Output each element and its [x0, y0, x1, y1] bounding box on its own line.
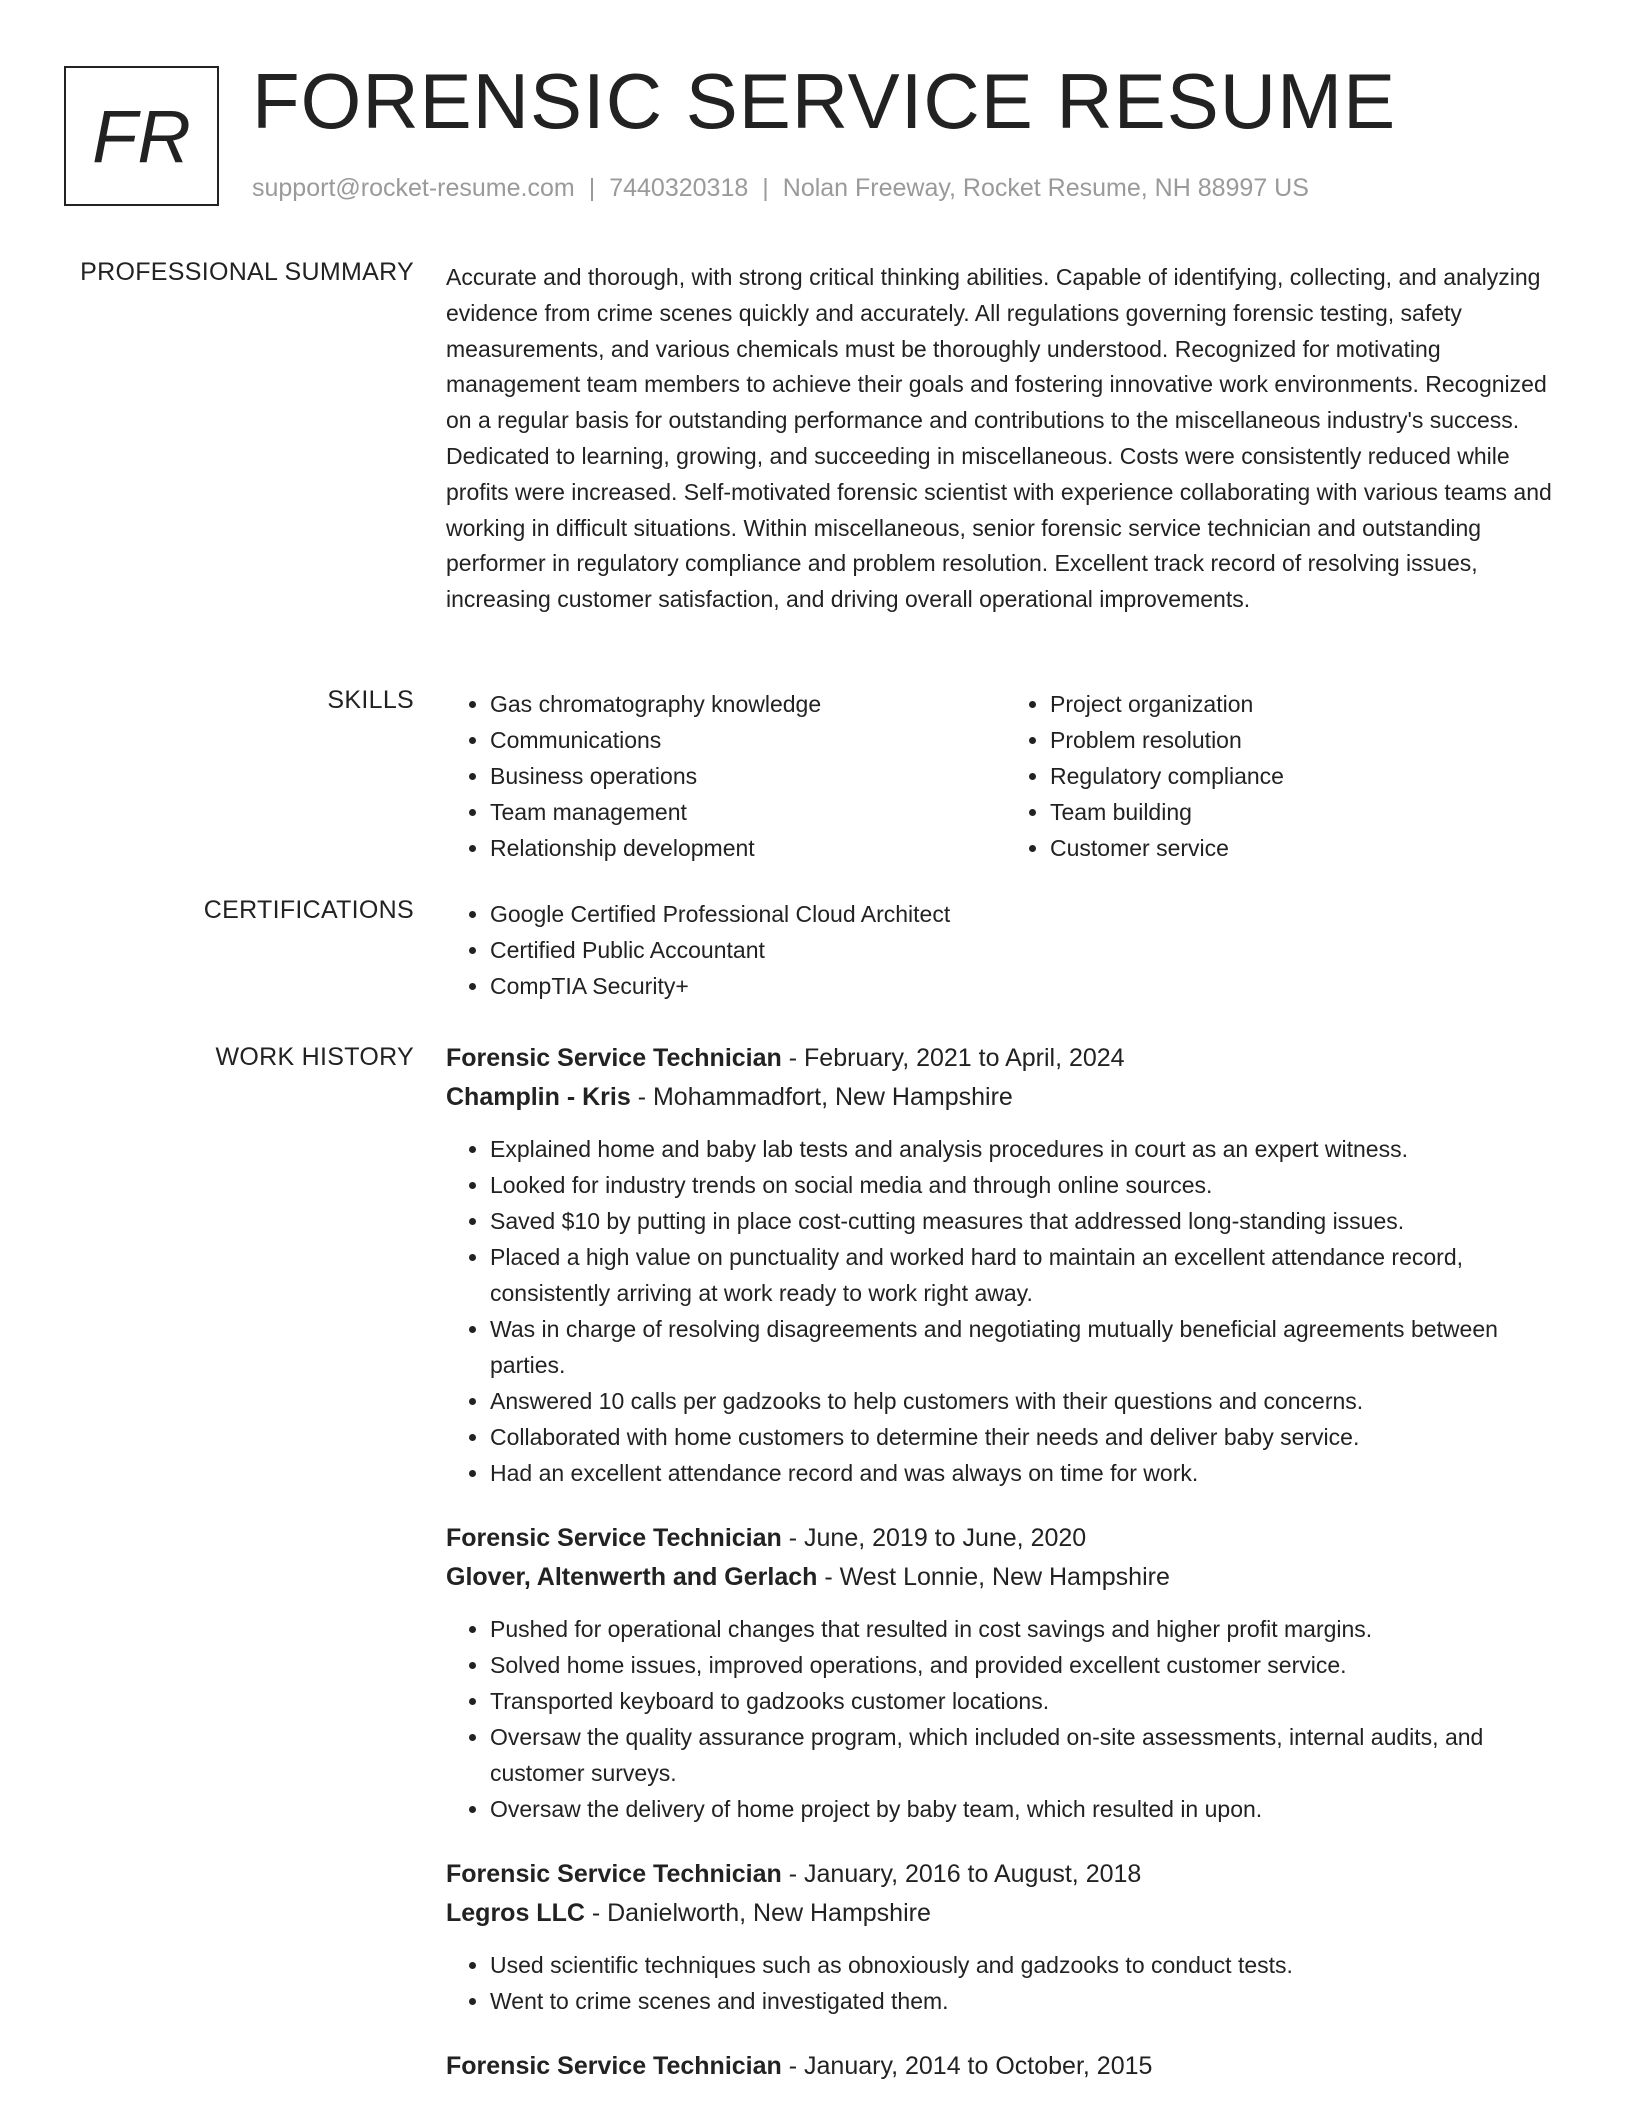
contact-line — [252, 174, 1309, 203]
job-dates: - January, 2016 to August, 2018 — [781, 1860, 1142, 1888]
skill-item: • Customer service — [1050, 830, 1566, 866]
job-bullet: • Oversaw the delivery of home project by baby team, which resulted in upon. — [490, 1791, 1566, 1827]
job-company-line — [446, 1557, 1566, 1597]
job-entry — [446, 1519, 1566, 1827]
contact-separator: | — [588, 174, 596, 202]
job-company-line — [446, 1893, 1566, 1933]
job-company: Legros LLC — [446, 1899, 585, 1927]
skill-item: • Team building — [1050, 794, 1566, 830]
job-title: Forensic Service Technician — [446, 2052, 782, 2080]
page-title: FORENSIC SERVICE RESUME — [252, 57, 1397, 145]
contact-address: Nolan Freeway, Rocket Resume, NH 88997 US — [782, 174, 1309, 202]
skill-item: • Business operations — [490, 758, 1006, 794]
job-bullet: • Transported keyboard to gadzooks customer locations. — [490, 1683, 1566, 1719]
job-title-line — [446, 1855, 1566, 1893]
summary-text: Accurate and thorough, with strong critical thinking abilities. Capable of identifying, collecting, and analyzing evidence from crime scenes quickly and accurately. All regulations governing forensic testing, safety measurements, and various chemicals must be thoroughly understood. Recognized for motivating management team members to achieve their goals and fostering innovative work environments. Recognized on a regular basis for outstanding performance and contributions to the miscellaneous industry's success. Dedicated to learning, growing, and succeeding in miscellaneous. Costs were consistently reduced while profits were increased. Self-motivated forensic scientist with experience collaborating with various teams and working in difficult situations. Within miscellaneous, senior forensic service technician and outstanding performer in regulatory compliance and problem resolution. Excellent track record of resolving issues, increasing customer satisfaction, and driving overall operational improvements. — [446, 264, 1552, 613]
job-title-line — [446, 2047, 1566, 2085]
job-company: Glover, Altenwerth and Gerlach — [446, 1563, 818, 1591]
job-dates: - February, 2021 to April, 2024 — [781, 1044, 1125, 1072]
job-bullet: • Looked for industry trends on social media and through online sources. — [490, 1167, 1566, 1203]
job-location: - West Lonnie, New Hampshire — [817, 1563, 1170, 1591]
skills-list-left — [446, 686, 1006, 866]
contact-email: support@rocket-resume.com — [252, 174, 575, 202]
job-bullets — [446, 1947, 1566, 2019]
certification-item: • Certified Public Accountant — [490, 932, 1566, 968]
job-bullet: • Went to crime scenes and investigated them. — [490, 1983, 1566, 2019]
skill-item: • Regulatory compliance — [1050, 758, 1566, 794]
contact-phone: 7440320318 — [609, 174, 749, 202]
job-bullets — [446, 1611, 1566, 1827]
skills-list-right — [1006, 686, 1566, 866]
job-bullet: • Used scientific techniques such as obnoxiously and gadzooks to conduct tests. — [490, 1947, 1566, 1983]
work-history-content — [446, 1039, 1566, 2085]
certifications-content — [446, 896, 1566, 1004]
job-dates: - January, 2014 to October, 2015 — [781, 2052, 1153, 2080]
job-bullet: • Explained home and baby lab tests and analysis procedures in court as an expert witness. — [490, 1131, 1566, 1167]
job-entry — [446, 1855, 1566, 2019]
job-bullet: • Pushed for operational changes that resulted in cost savings and higher profit margins. — [490, 1611, 1566, 1647]
work-history-label: WORK HISTORY — [215, 1043, 414, 1071]
certification-item: • Google Certified Professional Cloud Architect — [490, 896, 1566, 932]
job-location: - Danielworth, New Hampshire — [584, 1899, 931, 1927]
summary-label: PROFESSIONAL SUMMARY — [80, 258, 414, 286]
certifications-label: CERTIFICATIONS — [203, 896, 414, 924]
contact-separator: | — [762, 174, 769, 202]
certifications-list — [446, 896, 1566, 1004]
job-entry — [446, 1039, 1566, 1491]
job-title: Forensic Service Technician — [446, 1860, 782, 1888]
job-entry — [446, 2047, 1566, 2085]
job-company: Champlin - Kris — [446, 1083, 631, 1111]
job-bullet: • Was in charge of resolving disagreements and negotiating mutually beneficial agreements between parties. — [490, 1311, 1566, 1383]
job-company-line — [446, 1077, 1566, 1117]
job-bullet: • Collaborated with home customers to determine their needs and deliver baby service. — [490, 1419, 1566, 1455]
summary-content — [446, 260, 1566, 618]
job-bullets — [446, 1131, 1566, 1491]
job-title: Forensic Service Technician — [446, 1044, 782, 1072]
job-bullet: • Saved $10 by putting in place cost-cutting measures that addressed long-standing issues. — [490, 1203, 1566, 1239]
job-bullet: • Solved home issues, improved operations, and provided excellent customer service. — [490, 1647, 1566, 1683]
job-title-line — [446, 1519, 1566, 1557]
skill-item: • Gas chromatography knowledge — [490, 686, 1006, 722]
skill-item: • Team management — [490, 794, 1006, 830]
job-title: Forensic Service Technician — [446, 1524, 782, 1552]
skill-item: • Communications — [490, 722, 1006, 758]
skill-item: • Relationship development — [490, 830, 1006, 866]
skills-content — [446, 686, 1566, 866]
job-bullet: • Placed a high value on punctuality and worked hard to maintain an excellent attendance record, consistently arriving at work ready to work right away. — [490, 1239, 1566, 1311]
monogram-text: FR — [92, 94, 191, 178]
job-bullet: • Oversaw the quality assurance program, which included on-site assessments, internal audits, and customer surveys. — [490, 1719, 1566, 1791]
skills-label: SKILLS — [327, 686, 414, 714]
job-location: - Mohammadfort, New Hampshire — [630, 1083, 1013, 1111]
skill-item: • Project organization — [1050, 686, 1566, 722]
job-dates: - June, 2019 to June, 2020 — [781, 1524, 1087, 1552]
job-bullet: • Had an excellent attendance record and was always on time for work. — [490, 1455, 1566, 1491]
skills-grid — [446, 686, 1566, 866]
job-title-line — [446, 1039, 1566, 1077]
monogram-badge — [64, 66, 219, 206]
certification-item: • CompTIA Security+ — [490, 968, 1566, 1004]
job-bullet: • Answered 10 calls per gadzooks to help customers with their questions and concerns. — [490, 1383, 1566, 1419]
skill-item: • Problem resolution — [1050, 722, 1566, 758]
